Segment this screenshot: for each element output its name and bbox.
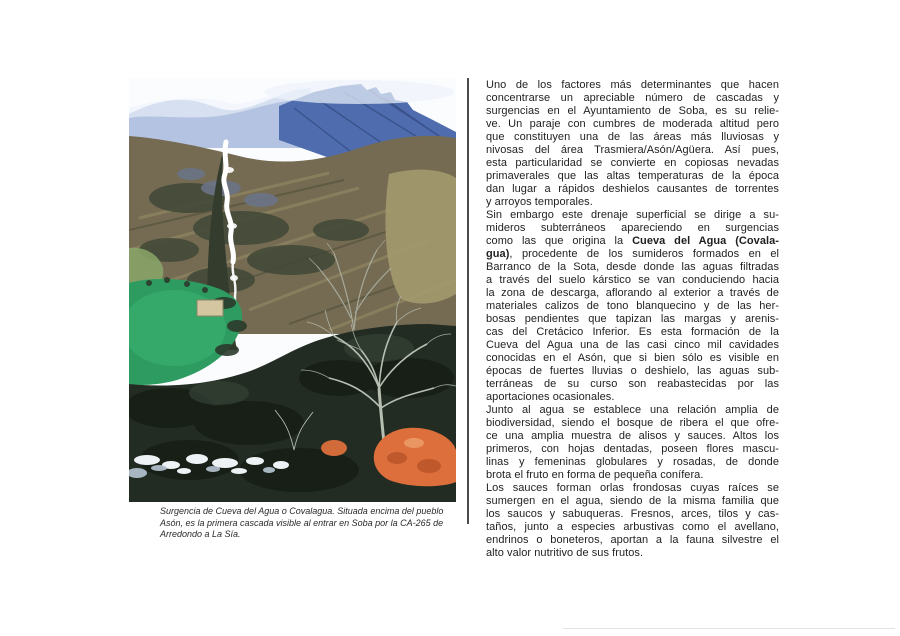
text-line: Sin embargo este drenaje superficial se dirige a su-: [486, 209, 779, 221]
article-text: [486, 79, 779, 560]
text-line: a través del suelo kárstico se van conduciendo hacia: [486, 274, 779, 286]
text-line: cas del Cretácico Inferior. Es esta formación de la: [486, 326, 779, 338]
text-line: mideros subterráneos apareciendo en surgencias: [486, 222, 779, 234]
text-line: ce una amplia muestra de alisos y sauces. Altos los: [486, 430, 779, 442]
text-line: Barranco de la Sota, desde donde las aguas filtradas: [486, 261, 779, 273]
text-line: primaverales que las altas temperaturas de la época: [486, 170, 779, 182]
text-line: Uno de los factores más determinantes que hacen: [486, 79, 779, 91]
caption-line: Asón, es la primera cascada visible al entrar en Soba por la CA-265 de: [160, 517, 444, 528]
text-line: los saucos y sabuqueras. Fresnos, arces, tilos y cas-: [486, 508, 779, 520]
text-line: concentrarse un apreciable número de cascadas y: [486, 92, 779, 104]
text-line: sumergen en el agua, siendo de la misma familia que: [486, 495, 779, 507]
text-line: surgencias en el Ayuntamiento de Soba, es su relie-: [486, 105, 779, 117]
text-line: taños, junto a especies arbustivas como el avellano,: [486, 521, 779, 533]
landscape-photo-art: [129, 78, 456, 502]
text-line: brota el fruto en forma de pequeña conífera.: [486, 469, 704, 481]
text-line: terráneas de su curso son reabastecidas por las: [486, 378, 779, 390]
text-line: esta particularidad se convierte en copiosas nevadas: [486, 157, 779, 169]
column-divider-rule: [467, 78, 469, 524]
field-hut: [197, 300, 223, 316]
text-line: y arroyos temporales.: [486, 196, 593, 208]
text-line: alto valor nutritivo de sus frutos.: [486, 547, 644, 559]
photo-caption: [160, 506, 450, 541]
text-line: linas y femeninas globulares y rosadas, de donde: [486, 456, 779, 468]
text-line: materiales calizos de tono blanquecino y de las her-: [486, 300, 779, 312]
text-line: que constituyen una de las áreas más lluviosas y: [486, 131, 779, 143]
text-line: biodiversidad, siendo el bosque de ribera el que ofre-: [486, 417, 779, 429]
text-line: Junto al agua se establece una relación amplia de: [486, 404, 779, 416]
text-line: ve. Un paraje con cumbres de moderada altitud pero: [486, 118, 779, 130]
text-line: gua), procedente de los sumideros formados en el: [486, 248, 779, 260]
text-line: la zona de descarga, aflorando al exterior a través de: [486, 287, 779, 299]
text-line: dan lugar a rápidos deshielos causantes de torrentes: [486, 183, 779, 195]
text-line: como las que origina la Cueva del Agua (Covala-: [486, 235, 779, 247]
scan-artifact-line: [563, 628, 895, 629]
text-line: épocas de fuertes lluvias o deshielo, las aguas sub-: [486, 365, 779, 377]
text-line: nivosas del área Trasmiera/Asón/Agüera. Así pues,: [486, 144, 779, 156]
text-line: aportaciones ocasionales.: [486, 391, 615, 403]
text-line: bosas pendientes que tapizan las margas y arenis-: [486, 313, 779, 325]
landscape-photo: [129, 78, 456, 502]
text-line: Los sauces forman orlas frondosas cuyas raíces se: [486, 482, 779, 494]
text-line: primeros, con hojas dentadas, poseen flores mascu-: [486, 443, 779, 455]
text-line: endrinos o boneteros, aportan a la fauna silvestre el: [486, 534, 779, 546]
text-line: Cueva del Agua una de las casi cinco mil cavidades: [486, 339, 779, 351]
text-line: conocidas en el Asón, que si bien sólo es visible en: [486, 352, 779, 364]
caption-line: Surgencia de Cueva del Agua o Covalagua. Situada encima del pueblo: [160, 506, 444, 516]
caption-line: Arredondo a La Sía.: [160, 529, 241, 539]
